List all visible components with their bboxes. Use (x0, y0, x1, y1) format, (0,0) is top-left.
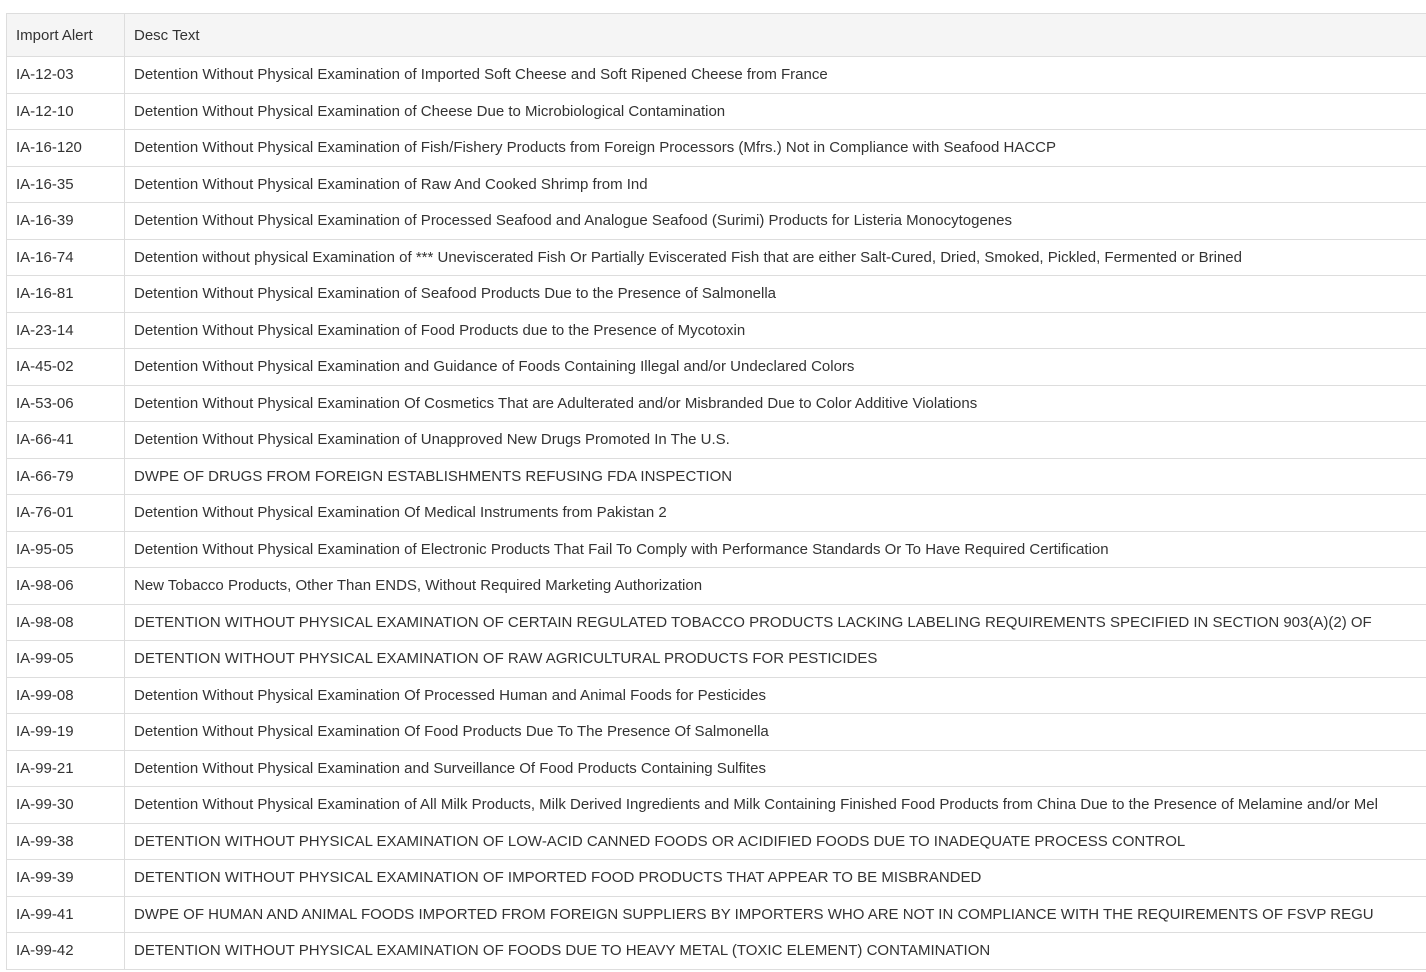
import-alert-cell: IA-16-81 (7, 276, 125, 313)
import-alert-cell: IA-99-39 (7, 860, 125, 897)
desc-text-cell: Detention Without Physical Examination Of Cosmetics That are Adulterated and/or Misbranded Due to Color Additive Violations (125, 385, 1426, 422)
import-alert-cell: IA-45-02 (7, 349, 125, 386)
desc-text-cell: Detention Without Physical Examination of Food Products due to the Presence of Mycotoxin (125, 312, 1426, 349)
import-alert-cell: IA-98-06 (7, 568, 125, 605)
table-row[interactable] (7, 823, 1426, 860)
table-row[interactable] (7, 312, 1426, 349)
desc-text-cell: Detention Without Physical Examination and Guidance of Foods Containing Illegal and/or Undeclared Colors (125, 349, 1426, 386)
import-alert-cell: IA-99-30 (7, 787, 125, 824)
table-row[interactable] (7, 57, 1426, 94)
import-alert-cell: IA-53-06 (7, 385, 125, 422)
desc-text-cell: Detention Without Physical Examination of Processed Seafood and Analogue Seafood (Surimi) Products for Listeria Monocytogenes (125, 203, 1426, 240)
import-alert-cell: IA-16-120 (7, 130, 125, 167)
table-row[interactable] (7, 787, 1426, 824)
import-alert-cell: IA-98-08 (7, 604, 125, 641)
table-row[interactable] (7, 422, 1426, 459)
import-alert-cell: IA-99-42 (7, 933, 125, 970)
import-alert-cell: IA-76-01 (7, 495, 125, 532)
desc-text-cell: Detention Without Physical Examination of Electronic Products That Fail To Comply with Performance Standards Or To Have Required Certification (125, 531, 1426, 568)
import-alert-cell: IA-99-41 (7, 896, 125, 933)
import-alert-cell: IA-99-05 (7, 641, 125, 678)
desc-text-cell: New Tobacco Products, Other Than ENDS, Without Required Marketing Authorization (125, 568, 1426, 605)
desc-text-cell: Detention Without Physical Examination of Fish/Fishery Products from Foreign Processors (Mfrs.) Not in Compliance with Seafood HACCP (125, 130, 1426, 167)
column-header-desc-text[interactable]: Desc Text (125, 14, 1426, 57)
table-row[interactable] (7, 531, 1426, 568)
table-row[interactable] (7, 860, 1426, 897)
table-row[interactable] (7, 604, 1426, 641)
desc-text-cell: DWPE OF DRUGS FROM FOREIGN ESTABLISHMENTS REFUSING FDA INSPECTION (125, 458, 1426, 495)
table-row[interactable] (7, 276, 1426, 313)
desc-text-cell: DWPE OF HUMAN AND ANIMAL FOODS IMPORTED FROM FOREIGN SUPPLIERS BY IMPORTERS WHO ARE NOT IN COMPLIANCE WITH THE REQUIREMENTS OF FSVP REGU (125, 896, 1426, 933)
desc-text-cell: Detention without physical Examination of *** Uneviscerated Fish Or Partially Eviscerated Fish that are either Salt-Cured, Dried, Smoked, Pickled, Fermented or Brined (125, 239, 1426, 276)
desc-text-cell: Detention Without Physical Examination Of Medical Instruments from Pakistan 2 (125, 495, 1426, 532)
table-row[interactable] (7, 239, 1426, 276)
column-header-import-alert[interactable]: Import Alert (7, 14, 125, 57)
desc-text-cell: Detention Without Physical Examination Of Processed Human and Animal Foods for Pesticides (125, 677, 1426, 714)
table-row[interactable] (7, 568, 1426, 605)
table-row[interactable] (7, 349, 1426, 386)
desc-text-cell: DETENTION WITHOUT PHYSICAL EXAMINATION OF FOODS DUE TO HEAVY METAL (TOXIC ELEMENT) CONTAMINATION (125, 933, 1426, 970)
import-alert-cell: IA-99-19 (7, 714, 125, 751)
table-row[interactable] (7, 130, 1426, 167)
import-alerts-table-container (6, 13, 1426, 970)
desc-text-cell: Detention Without Physical Examination of Cheese Due to Microbiological Contamination (125, 93, 1426, 130)
header-row (7, 14, 1426, 57)
table-row[interactable] (7, 933, 1426, 970)
import-alert-cell: IA-99-38 (7, 823, 125, 860)
table-header (7, 14, 1426, 57)
desc-text-cell: Detention Without Physical Examination of Imported Soft Cheese and Soft Ripened Cheese from France (125, 57, 1426, 94)
table-row[interactable] (7, 896, 1426, 933)
import-alert-cell: IA-95-05 (7, 531, 125, 568)
desc-text-cell: DETENTION WITHOUT PHYSICAL EXAMINATION OF IMPORTED FOOD PRODUCTS THAT APPEAR TO BE MISBRANDED (125, 860, 1426, 897)
import-alert-cell: IA-99-21 (7, 750, 125, 787)
desc-text-cell: Detention Without Physical Examination of Seafood Products Due to the Presence of Salmonella (125, 276, 1426, 313)
import-alert-cell: IA-16-74 (7, 239, 125, 276)
table-row[interactable] (7, 750, 1426, 787)
table-row[interactable] (7, 166, 1426, 203)
desc-text-cell: Detention Without Physical Examination and Surveillance Of Food Products Containing Sulfites (125, 750, 1426, 787)
desc-text-cell: DETENTION WITHOUT PHYSICAL EXAMINATION OF LOW-ACID CANNED FOODS OR ACIDIFIED FOODS DUE TO INADEQUATE PROCESS CONTROL (125, 823, 1426, 860)
import-alert-cell: IA-12-03 (7, 57, 125, 94)
import-alerts-table (6, 13, 1426, 970)
import-alert-cell: IA-23-14 (7, 312, 125, 349)
import-alert-cell: IA-66-79 (7, 458, 125, 495)
import-alert-cell: IA-99-08 (7, 677, 125, 714)
table-row[interactable] (7, 203, 1426, 240)
desc-text-cell: Detention Without Physical Examination of All Milk Products, Milk Derived Ingredients and Milk Containing Finished Food Products from China Due to the Presence of Melamine and/or Mel (125, 787, 1426, 824)
import-alert-cell: IA-66-41 (7, 422, 125, 459)
desc-text-cell: Detention Without Physical Examination of Unapproved New Drugs Promoted In The U.S. (125, 422, 1426, 459)
import-alert-cell: IA-16-39 (7, 203, 125, 240)
desc-text-cell: DETENTION WITHOUT PHYSICAL EXAMINATION OF CERTAIN REGULATED TOBACCO PRODUCTS LACKING LABELING REQUIREMENTS SPECIFIED IN SECTION 903(A)(2) OF (125, 604, 1426, 641)
table-body (7, 57, 1426, 970)
table-row[interactable] (7, 385, 1426, 422)
import-alert-cell: IA-12-10 (7, 93, 125, 130)
import-alert-cell: IA-16-35 (7, 166, 125, 203)
table-row[interactable] (7, 495, 1426, 532)
table-row[interactable] (7, 677, 1426, 714)
table-row[interactable] (7, 458, 1426, 495)
desc-text-cell: Detention Without Physical Examination of Raw And Cooked Shrimp from Ind (125, 166, 1426, 203)
table-row[interactable] (7, 93, 1426, 130)
desc-text-cell: DETENTION WITHOUT PHYSICAL EXAMINATION OF RAW AGRICULTURAL PRODUCTS FOR PESTICIDES (125, 641, 1426, 678)
desc-text-cell: Detention Without Physical Examination Of Food Products Due To The Presence Of Salmonella (125, 714, 1426, 751)
table-row[interactable] (7, 641, 1426, 678)
table-row[interactable] (7, 714, 1426, 751)
